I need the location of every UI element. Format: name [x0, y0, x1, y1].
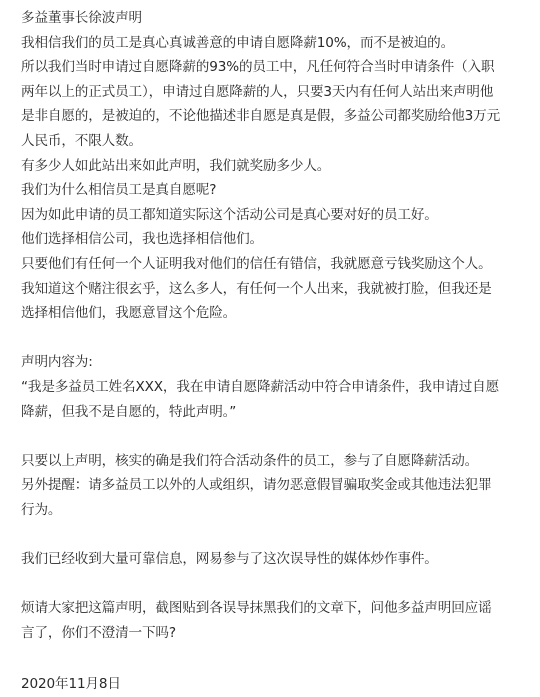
statement-line: 降薪，但我不是自愿的，特此声明。”	[21, 403, 237, 420]
paragraph-gap	[21, 424, 528, 449]
request-line: 烦请大家把这篇声明，截图贴到各误导抹黑我们的文章下，问他多益声明回应谣	[21, 600, 492, 617]
body-line: 有多少人如此站出来如此声明，我们就奖励多少人。	[21, 157, 331, 174]
body-line: 人民币，不限人数。	[21, 132, 142, 149]
body-line: 只要以上声明，核实的确是我们符合活动条件的员工，参与了自愿降薪活动。	[21, 452, 479, 469]
document-date: 2020年11月8日	[21, 676, 121, 693]
body-line: 我知道这个赌注很玄乎，这么多人，有任何一个人出来，我就被打脸，但我还是	[21, 280, 492, 297]
body-line: 我们为什么相信员工是真自愿呢?	[21, 182, 217, 199]
body-line: 是非自愿的，是被迫的，不论他描述非自愿是真是假，多益公司都奖励给他3万元	[21, 108, 501, 125]
paragraph-gap	[21, 645, 528, 670]
body-line: 所以我们当时申请过自愿降薪的93%的员工中，凡任何符合当时申请条件（入职	[21, 59, 495, 76]
body-line: 只要他们有任何一个人证明我对他们的信任有错信，我就愿意亏钱奖励这个人。	[21, 255, 492, 272]
body-line: 另外提醒：请多益员工以外的人或组织，请勿恶意假冒骗取奖金或其他违法犯罪	[21, 477, 492, 494]
body-line: 选择相信他们，我愿意冒这个危险。	[21, 305, 237, 322]
body-line: 他们选择相信公司，我也选择相信他们。	[21, 231, 263, 248]
statement-line: “我是多益员工姓名XXX，我在申请自愿降薪活动中符合申请条件，我申请过自愿	[21, 378, 500, 395]
info-line: 我们已经收到大量可靠信息，网易参与了这次误导性的媒体炒作事件。	[21, 551, 438, 568]
body-line: 行为。	[21, 501, 62, 518]
paragraph-gap	[21, 522, 528, 547]
statement-label: 声明内容为:	[21, 354, 93, 371]
paragraph-gap	[21, 326, 528, 351]
body-line: 我相信我们的员工是真心真诚善意的申请自愿降薪10%，而不是被迫的。	[21, 34, 455, 51]
body-line: 因为如此申请的员工都知道实际这个活动公司是真心要对好的员工好。	[21, 206, 438, 223]
document-title: 多益董事长徐波声明	[21, 10, 142, 26]
request-line: 言了，你们不澄清一下吗?	[21, 624, 176, 641]
body-line: 两年以上的正式员工），申请过自愿降薪的人，只要3天内有任何人站出来声明他	[21, 83, 494, 100]
paragraph-gap	[21, 572, 528, 597]
